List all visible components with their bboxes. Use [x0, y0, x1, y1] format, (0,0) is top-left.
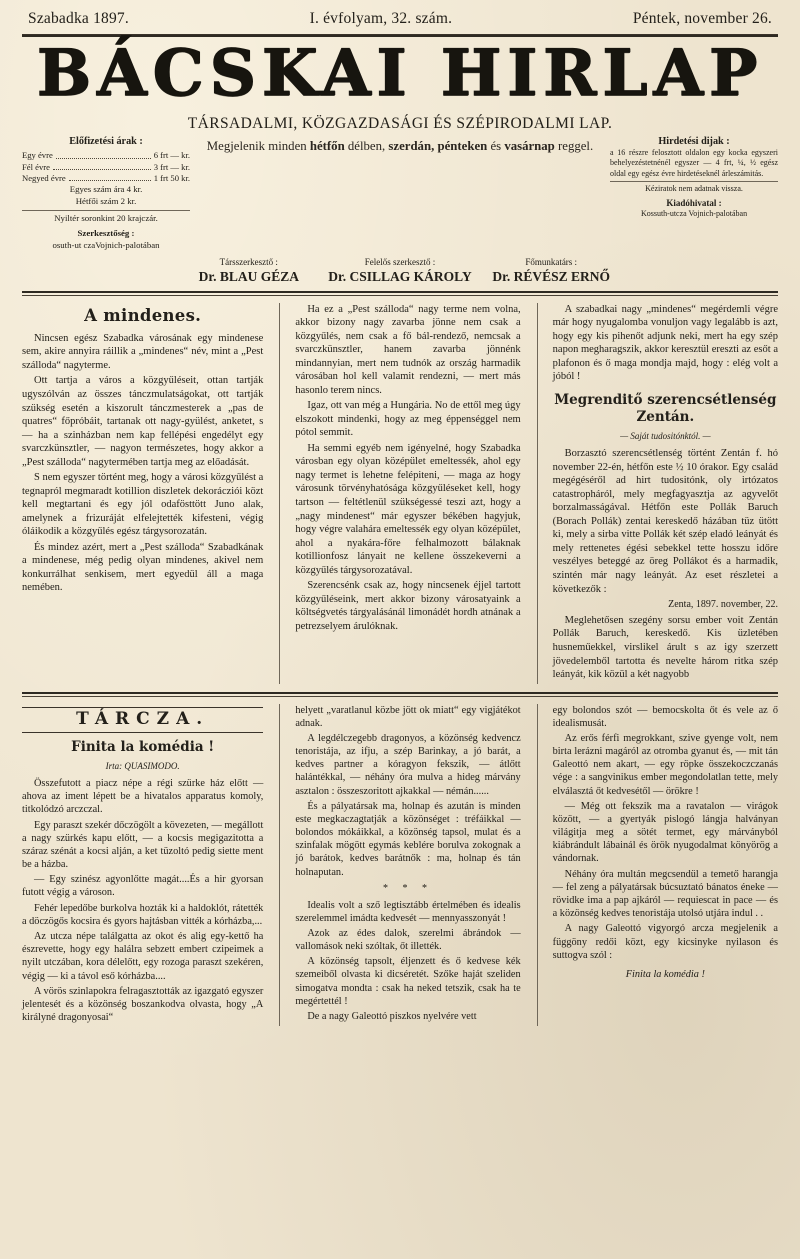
paragraph: — Egy szinész agyonlőtte magát....És a hir gyorsan futott végig a városon.: [22, 874, 264, 899]
rule-mid-thin: [22, 696, 778, 697]
paragraph: Szerencsénk csak az, hogy nincsenek éjjel tartott közgyűléseink, mert akkor bizony városatyaink a költségvetés tárgyalásánál limonádét hordh atnának a petrezselyem árulóknak.: [295, 580, 521, 632]
feuilleton-end: Finita la komédia !: [625, 968, 705, 980]
paragraph: Összefutott a piacz népe a régi szürke ház előtt — ahova az iment lépett be a hivatalos apparatus komoly, titkolódzó arczczal.: [22, 778, 264, 816]
price-value: 3 frt — kr.: [153, 161, 190, 172]
appearance-mid-2: és: [487, 138, 505, 153]
masthead-info: [22, 135, 778, 252]
advertising-text: a 16 részre felosztott oldalon egy kocka egyszeri behelyezéstetnénél egyszer — 4 frt, ¼, ½ egész oldal egy egész évre hirdetéseknél árleszámitás.: [610, 147, 778, 178]
feuilleton-column-1: [22, 704, 263, 1027]
issue-number: I. évfolyam, 32. szám.: [309, 10, 453, 27]
paragraph: A vörös szinlapokra felragasztották az igazgató egyszer jelentesét és a közönség boszankodva olvasta, hogy „A királyné dragonyosai“: [22, 985, 264, 1024]
editor-role: Főmunkatárs :: [525, 256, 578, 267]
paragraph: Fehér lepedőbe burkolva hozták ki a haldoklót, rátették a döczögős kocsira és gyors hajtásban vitték a kórházba,...: [22, 902, 264, 927]
single-copy-price: Egyes szám ára 4 kr.: [69, 184, 143, 195]
rule-body-thin: [22, 295, 778, 296]
appearance-box: [196, 135, 604, 156]
paragraph: Borzasztó szerencsétlenség történt Zentán f. hó november 22-én, hétfőn este ½ 10 órakor. Egy család megégéséről ad hirt tudositónk, oly irtózatos catastropháról, mely megfagyasztja az agyvelőt borzalmasságával. Hétfőn este Pollák Baruch (Borach Pollák) zentai kereskedő házában tüz ütött ki, mely a sirba vitte Pollák két szép eladó leányát és mely rettenetes égési sebekkel tette hosszu időre veszélyes beteggé az öreg Pollákot és a harmadik, szintén már nagy leányát. Az eset részletei a következők :: [552, 448, 778, 595]
subscription-title: Előfizetési árak :: [69, 135, 143, 147]
editor-role: Felelős szerkesztő :: [364, 256, 436, 267]
editorial-office-label: Szerkesztőség :: [77, 227, 135, 238]
dot-leader: [53, 162, 151, 170]
paragraph: Az erős férfi megrokkant, szive gyenge volt, nem birta lerázni magáról az otromba gyanut és, — mit tán Galeottó nem akart, — egy röpke összekoczczanás vége : a sangvinikus ember megondolatlan tette, mely elválasztá őt kedvesétől — örökre !: [552, 732, 778, 797]
publisher-address: Kossuth-utcza Vojnich-palotában: [640, 209, 748, 219]
feuilleton-section-title: TÁRCZA.: [22, 707, 263, 734]
newspaper-title: BÁCSKAI HIRLAP: [36, 36, 764, 111]
issue-header: [22, 10, 778, 32]
article-dateline: Zenta, 1897. november, 22.: [668, 599, 778, 611]
section-divider-stars: * * *: [382, 882, 433, 894]
dot-leader: [56, 150, 151, 158]
appearance-post: reggel.: [554, 138, 594, 153]
newspaper-subtitle: TÁRSADALMI, KÖZGAZDASÁGI ÉS SZÉPIRODALMI LAP.: [187, 114, 613, 132]
feuilleton-title: Finita la komédia !: [71, 739, 215, 756]
paragraph: És mindez azért, mert a „Pest szálloda“ Szabadkának a mindenese, még pedig olyan mindenes, akivel nem konkurrálhat senkisem, mert egyedül áll a maga nemében.: [22, 541, 264, 594]
paragraph: Ott tartja a város a közgyűléseit, ottan tartják ugyszólván az összes tánczmulatságokat, ott tartják szükség esetén a kiszorult tánczmesterek a „pas de quatres“ főpróbáit, tartanak ott nagy-gyülést, anketet, s — ha a szinházban nem kap fellépési engedélyt egy svarczkünsztler, — nagyon természetes, hogy akkor a „Pest szálloda“ nagytermében tartja meg az előadását.: [22, 375, 264, 468]
appearance-day-3: vasárnap: [504, 138, 555, 153]
paragraph: Azok az édes dalok, szerelmi ábrándok — vallomások neki szóltak, őt illették.: [295, 927, 521, 953]
paragraph: És a pályatársak ma, holnap és azután is minden este megkaczagtatják a közönséget : tréfáikkal — bolondos mókáikkal, a közönség tapsol, mulat és a szinfalak mögött egymás keblére borulva zokognak a jó barátok, kedves barátnők : ma, holnap és tán holnaputan.: [295, 800, 521, 878]
paragraph: Meglehetősen szegény sorsu ember voit Zentán Pollák Baruch, kereskedő. Kis üzletében husneműekkel, virslikel árult s az igy szerzett jövedelemből tartotta és nevelte három ritka szép leányát, kik közül a két nagyobb: [552, 614, 778, 681]
price-value: 6 frt — kr.: [153, 150, 190, 161]
subscription-box: [22, 135, 190, 252]
advertising-title: Hirdetési dijak :: [658, 135, 730, 147]
paragraph: Nincsen egész Szabadka városának egy mindenese sem, akire annyira ráillik a „mindenes“ név, mint a „Pest szálloda“ nagyterme.: [22, 332, 264, 371]
editor-name: Dr. BLAU GÉZA: [198, 268, 299, 284]
article-title-zenta: Megrenditő szerencsétlenség Zentán.: [554, 391, 777, 426]
paragraph: De a nagy Galeottó piszkos nyelvére vett: [307, 1010, 477, 1022]
paragraph: Egy paraszt szekér dőczögölt a kövezeten, — megállott a nagy szürkés kapu előtt, — a kocsis megigazitotta a száraz szénát a kocsi alján, a ket tüzoltó pedig siette ment be a házba.: [22, 819, 264, 871]
manuscript-note: Kéziratok nem adatnak vissza.: [610, 181, 778, 194]
paragraph: helyett „varatlanul közbe jött ok miatt“ egy vigjátékot adnak.: [295, 704, 521, 729]
paragraph: S nem egyszer történt meg, hogy a városi közgyűlést a tegnapról megmaradt kotillion diszletek dekorácziói közt kell megtartani és egy jól odafösttött Juno alak, amelynek a frizuráját elfelejtették kifesteni, végig óláikodik a közgyűlés egész tárgysorozatán.: [22, 472, 264, 538]
column-3: [537, 303, 778, 684]
article-byline: — Saját tudositónktól. —: [620, 430, 711, 441]
editor-name: Dr. RÉVÉSZ ERNŐ: [492, 268, 611, 284]
masthead: [22, 36, 778, 111]
price-label: Egy évre: [22, 150, 53, 161]
price-label: Fél évre: [22, 161, 50, 172]
editor-role: Társszerkesztő :: [219, 256, 278, 267]
editors-row: [22, 257, 778, 285]
appearance-day-2: szerdán, pénteken: [388, 138, 488, 153]
paragraph: A nagy Galeottó vigyorgó arcza megjelenik a függöny redői közt, egy kicsinyke nyilason és suttogva szól :: [552, 923, 778, 961]
appearance-mid-1: délben,: [344, 138, 389, 153]
appearance-pre: Megjelenik minden: [206, 138, 310, 153]
price-row: [22, 150, 190, 161]
price-label: Negyed évre: [22, 172, 66, 183]
issue-date: Péntek, november 26.: [632, 10, 772, 27]
editor-responsible: [324, 257, 475, 285]
editor-coeditor: [173, 257, 324, 285]
publisher-label: Kiadóhivatal :: [666, 197, 722, 208]
price-value: 1 frt 50 kr.: [153, 172, 190, 183]
column-2: [279, 303, 520, 684]
paragraph: Idealis volt a sző legtisztább értelmében és idealis szerelemmel imádta kedvesét — mennyasszonyát !: [295, 899, 521, 924]
paragraph: egy bolondos szót — bemocskolta őt és vele az ő idealismusát.: [552, 704, 778, 729]
article-title-mindenes: A mindenes.: [84, 305, 202, 325]
price-row: [22, 173, 190, 184]
appearance-day-1: hétfőn: [309, 138, 345, 153]
paragraph: Az utcza népe találgatta az okot és alig egy-kettő ha észrevette, hogy egy halálra sebzett embert czipeimek a nyilt utczában, kora délelőtt, egy rozoga paraszt szekéren, végig — ki a távol eső kórházba....: [22, 931, 264, 982]
paragraph: A szabadkai nagy „mindenes“ megérdemli végre már hogy nyugalomba vonuljon vagy legalább is azt, hogy egy kis pihenőt adjunk neki, mert ha egy szép napon megharagszik, akkor keresztül ereszti az esőt a plafonon és ő maga mondja majd, hogy : elég volt a jóból !: [552, 303, 778, 383]
paragraph: A legdélczegebb dragonyos, a közönség kedvencz tenoristája, az ifju, a szép Barinkay, a jó barát, a kedves partner a kóragyon fekszik, — átlőtt halántékkal, — néhány óra mulva a hideg márvány asztalon : összeszoritott ajkakkal — némán......: [295, 732, 521, 797]
feuilleton-column-2: [279, 704, 520, 1027]
editor-name: Dr. CSILLAG KÁROLY: [328, 268, 472, 284]
editor-chief-contributor: [476, 257, 627, 285]
paragraph: Ha ez a „Pest szálloda“ nagy terme nem volna, akkor bizony nagy zavarba jönne nem csak a közgyűlés, nem csak a fő bál-rendező, nemcsak a svarczkünsztler, hanem zavarba jönnénk mindannyian, mert nem tudnók az ország harmadik városában hol kell valamit rendezni, — mert más hasonlo terem nincs.: [295, 303, 521, 396]
rule-mid-thick: [22, 692, 778, 694]
feuilleton-byline: Irta: QUASIMODO.: [105, 760, 180, 771]
paragraph: Ha semmi egyéb nem igényelné, hogy Szabadka városban egy olyan középület emeltessék, ahol egy nagy termet is lehetne felépiteni, — maga az hogy városunk törvényhatósága közgyűléseket kell, hogy tartson — feltétlenül szükségessé teszi azt, hogy a „nagy mindenest“ már egyszer békében hagyjuk, hogy végre valahára emeltessék egy olyan középület, ahol a nyakára-főre felhalmozott bálaknak kotillionfosz lányait ne kellene összekeverni a közgyűlés tárgysorozatával.: [295, 442, 521, 576]
feuilleton-column-3: [537, 704, 778, 1027]
main-columns: [22, 303, 778, 684]
price-row: [22, 162, 190, 173]
paragraph: A közönség tapsolt, éljenzett és ő kedvese kék szemeiből olvasta ki dicséretét. Szőke haját szeliden simogatva mondta : csak ha neked tetszik, csak ha te megértettél !: [295, 956, 521, 1007]
monday-copy-price: Hétfői szám 2 kr.: [75, 196, 137, 207]
appearance-note: [196, 139, 604, 154]
paragraph: Igaz, ott van még a Hungária. No de ettől meg úgy elszokott mindenki, hogy az meg éppenséggel nem pótol semmit.: [295, 400, 521, 439]
advertising-box: [610, 135, 778, 220]
paragraph: Néhány óra multán megcsendül a temető harangja — fel zeng a pályatársak búcsuztató bánatos éneke — rövidke ima a pap ajkáról — requiescat in pace — és a közönség kedves tenoristája utolsó utjára indul . .: [552, 868, 778, 920]
dot-leader: [69, 173, 151, 181]
paragraph: — Még ott fekszik ma a ravatalon — virágok között, — a gyertyák pislogó lángja halványan világitja meg a sötét termet, egy márványból kiábrándult lábainál és örök nyugodalmat könyörög a vándornak.: [552, 800, 778, 865]
editorial-office-address: osuth-ut czaVojnich-palotában: [52, 239, 160, 250]
feuilleton-columns: [22, 704, 778, 1027]
open-letter-price: Nyiltér soronkint 20 krajczár.: [22, 210, 190, 225]
place-year: Szabadka 1897.: [28, 10, 129, 27]
column-1: [22, 303, 263, 684]
rule-body-thick: [22, 291, 778, 293]
